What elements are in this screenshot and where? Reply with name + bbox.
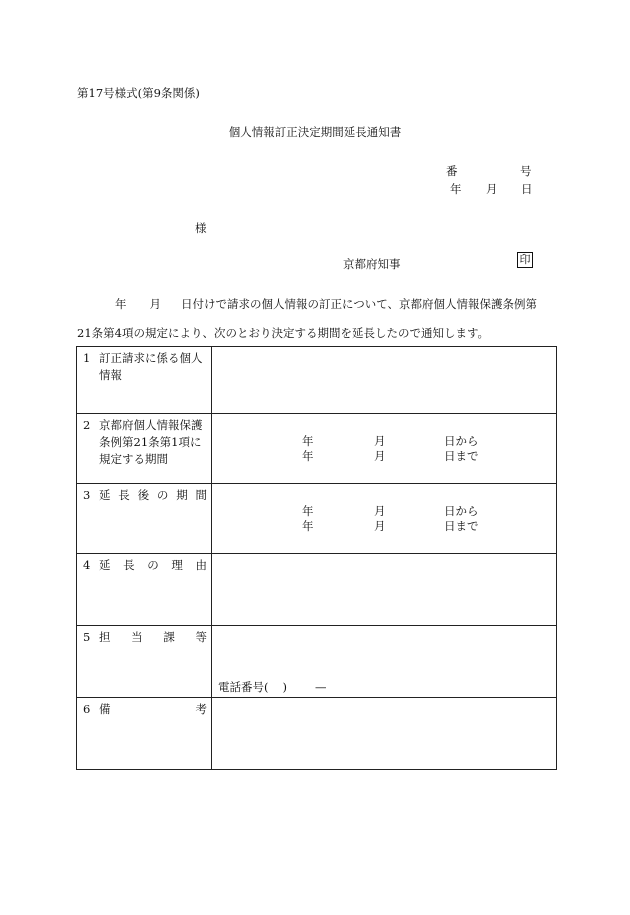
- table-row: [77, 554, 557, 626]
- date-day: 日から: [444, 434, 479, 448]
- body-year-label: 年: [115, 297, 127, 311]
- date-day: 日から: [444, 504, 479, 518]
- row-label: 訂正請求に係る個人情報: [99, 351, 203, 382]
- row-value-cell: [212, 698, 557, 770]
- row-number: 2: [83, 418, 91, 432]
- label-char: 当: [131, 630, 143, 644]
- body-text-line-1: [77, 296, 537, 312]
- row-value-cell: [212, 554, 557, 626]
- table-row: [77, 626, 557, 698]
- row-label-cell: [77, 347, 212, 414]
- label-char: 理: [171, 558, 183, 572]
- date-year: 年: [302, 449, 314, 463]
- label-char: の: [156, 488, 169, 502]
- row-number: 1: [83, 351, 91, 365]
- row-label-cell: [77, 414, 212, 484]
- notice-form-table: [76, 346, 557, 770]
- row-label-cell: [77, 484, 212, 554]
- recipient-honorific: 様: [195, 221, 207, 235]
- row-label: [99, 701, 207, 718]
- row-value-cell: [212, 484, 557, 554]
- row-label: [99, 629, 207, 646]
- label-char: 長: [118, 488, 130, 502]
- body-text-line-2: 21条第4項の規定により、次のとおり決定する期間を延長したので通知します。: [77, 326, 490, 340]
- issuer-name: 京都府知事: [343, 257, 401, 271]
- label-char: 延: [99, 558, 111, 572]
- table-row: [77, 414, 557, 484]
- label-char: 課: [163, 630, 175, 644]
- date-month: 月: [374, 449, 386, 463]
- row-number: 4: [83, 558, 91, 572]
- row-label-cell: [77, 626, 212, 698]
- row-label: [99, 557, 207, 574]
- reference-number-label: 番: [446, 164, 458, 178]
- label-char: 期: [176, 488, 188, 502]
- phone-number-line: [218, 679, 327, 695]
- label-char: 延: [99, 488, 111, 502]
- period-dates: [302, 434, 482, 464]
- date-day-label: 日: [521, 182, 533, 196]
- label-char: 間: [195, 488, 207, 502]
- row-label-cell: [77, 554, 212, 626]
- row-value-cell: [212, 626, 557, 698]
- date-day: 日まで: [444, 519, 479, 533]
- label-char: 長: [123, 558, 135, 572]
- date-day: 日まで: [444, 449, 479, 463]
- date-month-label: 月: [486, 182, 498, 196]
- row-number: 5: [83, 630, 91, 644]
- label-char: の: [147, 558, 159, 572]
- phone-label: 電話番号(: [218, 680, 269, 694]
- label-char: 由: [195, 558, 207, 572]
- date-year: 年: [302, 434, 314, 448]
- form-number: 第17号様式(第9条関係): [77, 86, 200, 100]
- label-char: 考: [195, 702, 207, 716]
- date-year: 年: [302, 519, 314, 533]
- date-month: 月: [374, 434, 386, 448]
- body-text-rest: 日付けで請求の個人情報の訂正について、京都府個人情報保護条例第: [181, 297, 538, 311]
- label-char: 等: [195, 630, 207, 644]
- label-char: 後: [137, 488, 150, 502]
- label-char: 備: [99, 702, 111, 716]
- seal-mark: 印: [517, 252, 533, 268]
- date-month: 月: [374, 519, 386, 533]
- date-year: 年: [302, 504, 314, 518]
- table-row: [77, 698, 557, 770]
- body-month-label: 月: [149, 297, 161, 311]
- row-label: [99, 487, 207, 504]
- row-value-cell: [212, 414, 557, 484]
- row-number: 3: [83, 488, 91, 502]
- reference-number-suffix: 号: [520, 164, 532, 178]
- label-char: 担: [99, 630, 111, 644]
- extended-period-dates: [302, 504, 482, 534]
- phone-dash: —: [315, 680, 327, 694]
- row-label: 京都府個人情報保護条例第21条第1項に規定する期間: [99, 418, 203, 466]
- table-row: [77, 347, 557, 414]
- date-month: 月: [374, 504, 386, 518]
- row-number: 6: [83, 702, 91, 716]
- table-row: [77, 484, 557, 554]
- phone-close-paren: ): [282, 680, 287, 694]
- row-label-cell: [77, 698, 212, 770]
- document-title: 個人情報訂正決定期間延長通知書: [228, 125, 402, 139]
- row-value-cell: [212, 347, 557, 414]
- date-year-label: 年: [450, 182, 462, 196]
